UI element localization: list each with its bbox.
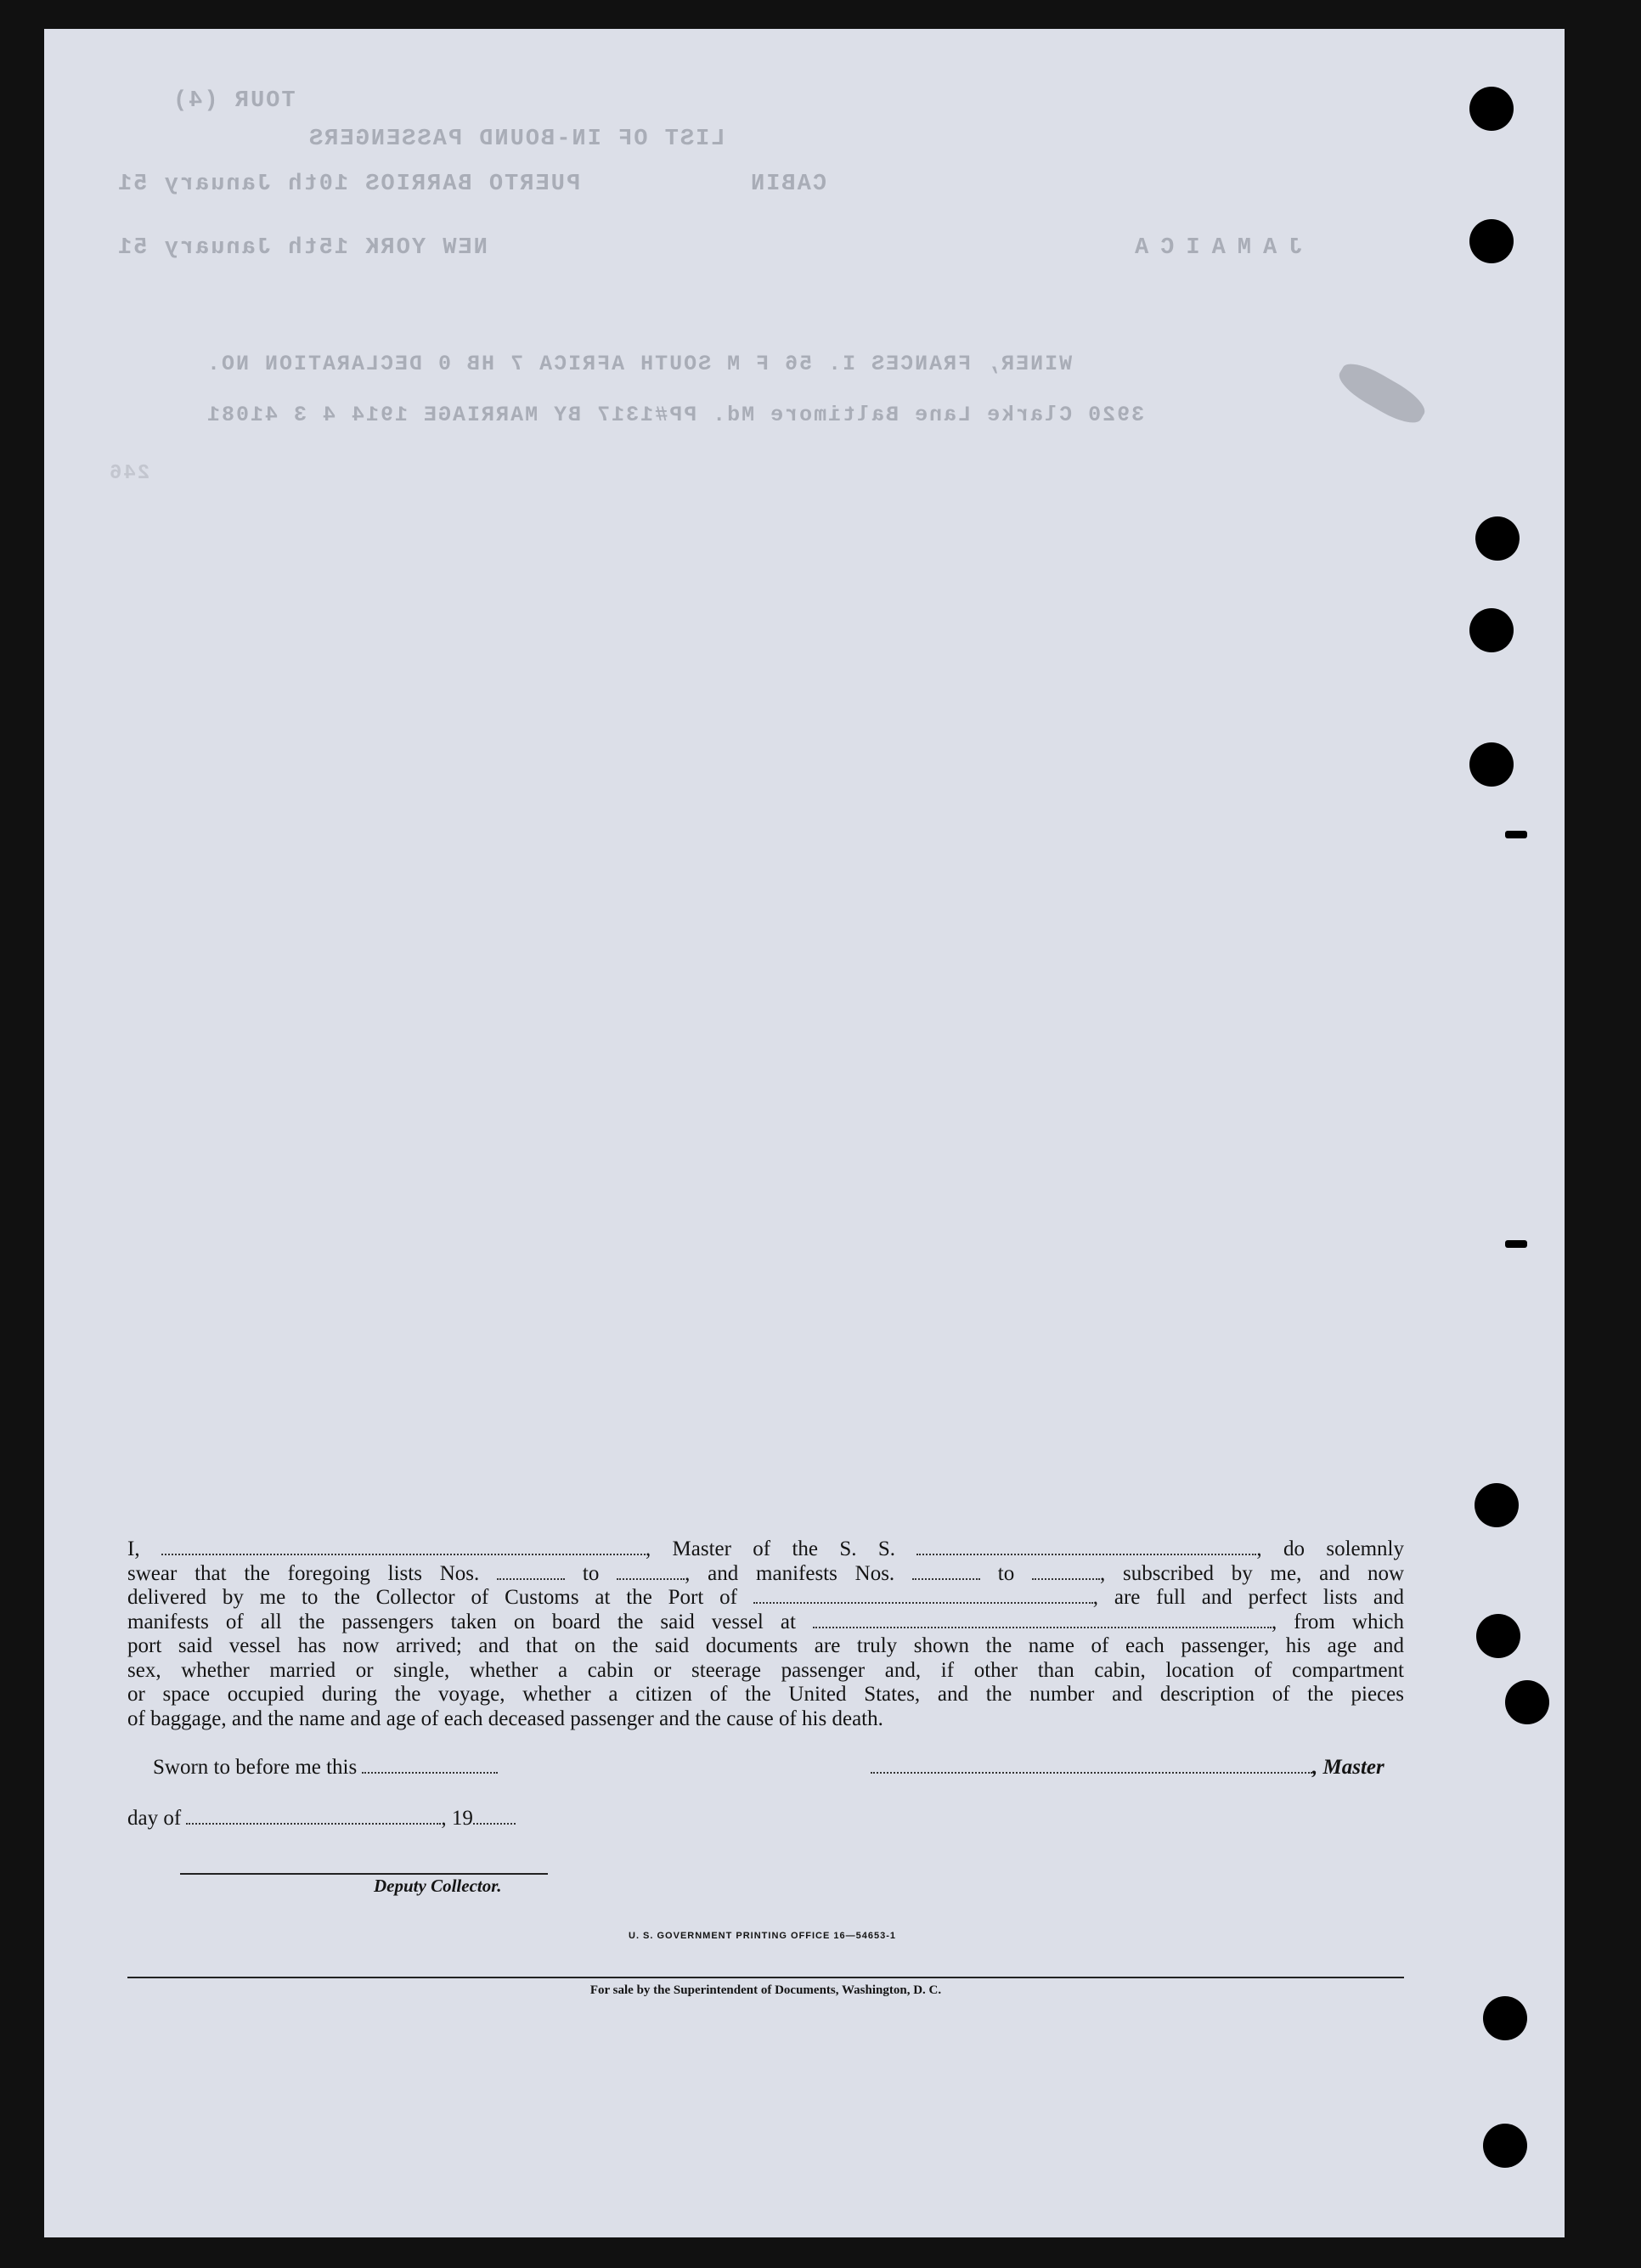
punch-hole [1469, 87, 1514, 131]
oath-text: port said vessel has now arrived; and that on the said documents are truly shown the name of each passenger, his age and [127, 1634, 1404, 1657]
day-month-blank[interactable] [186, 1822, 441, 1825]
master-signature-blank[interactable] [871, 1771, 1312, 1774]
bleed-port-arrival: NEW YORK 15th January 51 [116, 235, 488, 261]
punch-nick [1505, 831, 1527, 838]
oath-text: to [582, 1561, 600, 1585]
year-blank[interactable] [473, 1822, 516, 1825]
oath-line-2 [127, 1562, 1404, 1587]
footer-rule [127, 1977, 1404, 1978]
punch-nick [1505, 1240, 1527, 1248]
master-name-blank[interactable] [161, 1553, 646, 1555]
oath-text: swear that the foregoing lists Nos. [127, 1561, 480, 1585]
for-sale-notice: For sale by the Superintendent of Documents, Washington, D. C. [589, 1983, 942, 1997]
punch-hole [1475, 1483, 1519, 1527]
oath-text: of baggage, and the name and age of each deceased passenger and the cause of his death. [127, 1707, 883, 1730]
lists-from-blank[interactable] [497, 1577, 565, 1580]
year-prefix: , 19 [441, 1807, 473, 1830]
day-of-line [127, 1807, 516, 1831]
deputy-signature-rule[interactable] [180, 1873, 548, 1875]
manifest-page [44, 29, 1565, 2237]
bleed-passenger-row2: 3920 Clarke Lane Baltimore Md. PP#1317 BY MARRIAGE 1914 4 3 41081 [206, 403, 1145, 427]
oath-line-4 [127, 1611, 1404, 1635]
oath-line-8 [127, 1707, 1404, 1732]
master-label: , Master [1312, 1756, 1384, 1779]
oath-line-1 [127, 1537, 1404, 1562]
punch-hole [1483, 1996, 1527, 2040]
punch-hole [1483, 2124, 1527, 2168]
bleed-country: JAMAICA [1123, 235, 1303, 261]
punch-hole [1476, 1614, 1520, 1658]
punch-hole [1475, 516, 1520, 561]
port-blank[interactable] [753, 1601, 1093, 1604]
oath-text: to [997, 1561, 1015, 1585]
oath-text: , are full and perfect lists and [1092, 1586, 1405, 1609]
punch-hole [1469, 742, 1514, 787]
embarkation-port-blank[interactable] [813, 1626, 1272, 1628]
oath-text: , Master of the S. S. [645, 1537, 896, 1560]
bleed-tour: TOUR (4) [172, 88, 296, 114]
printer-imprint: U. S. GOVERNMENT PRINTING OFFICE 16—54653-1 [629, 1931, 897, 1941]
oath-text: or space occupied during the voyage, whether a citizen of the United States, and the number and description of the pieces [127, 1683, 1404, 1706]
punch-hole [1469, 608, 1514, 652]
sworn-date-blank[interactable] [362, 1771, 498, 1774]
bleed-cabin: CABIN [749, 172, 827, 197]
oath-text: , do solemnly [1256, 1537, 1405, 1560]
oath-text: , and manifests Nos. [685, 1561, 895, 1585]
oath-text: delivered by me to the Collector of Customs at the Port of [127, 1586, 737, 1609]
sworn-line [153, 1756, 498, 1780]
oath-line-3 [127, 1586, 1404, 1611]
ink-smudge [1334, 356, 1430, 431]
day-of-label: day of [127, 1807, 182, 1830]
bleed-port-departure: PUERTO BARRIOS 10th January 51 [116, 172, 581, 197]
oath-text: sex, whether married or single, whether a cabin or steerage passenger and, if other than cabin, location of compartment [127, 1658, 1404, 1682]
bleed-passenger-row1: WINER, FRANCES I. 56 F M SOUTH AFRICA 7 HB 0 DECLARATION NO. [206, 352, 1073, 376]
oath-text: manifests of all the passengers taken on board the said vessel at [127, 1610, 796, 1633]
bleed-page-number: 246 [108, 462, 150, 485]
manifests-to-blank[interactable] [1032, 1577, 1100, 1580]
punch-hole [1505, 1680, 1549, 1724]
bleed-list-title: LIST OF IN-BOUND PASSENGERS [307, 127, 725, 152]
punch-hole [1469, 219, 1514, 263]
oath-line-6 [127, 1659, 1404, 1684]
oath-text: I, [127, 1537, 140, 1560]
oath-line-7 [127, 1683, 1404, 1707]
lists-to-blank[interactable] [617, 1577, 685, 1580]
manifests-from-blank[interactable] [912, 1577, 980, 1580]
master-signature-line [871, 1756, 1384, 1780]
master-oath [127, 1537, 1404, 1731]
oath-text: , subscribed by me, and now [1100, 1561, 1405, 1585]
vessel-name-blank[interactable] [916, 1553, 1256, 1555]
oath-line-5 [127, 1634, 1404, 1659]
sworn-label: Sworn to before me this [153, 1756, 358, 1779]
oath-text: , from which [1271, 1610, 1404, 1633]
deputy-collector-label: Deputy Collector. [374, 1876, 502, 1896]
